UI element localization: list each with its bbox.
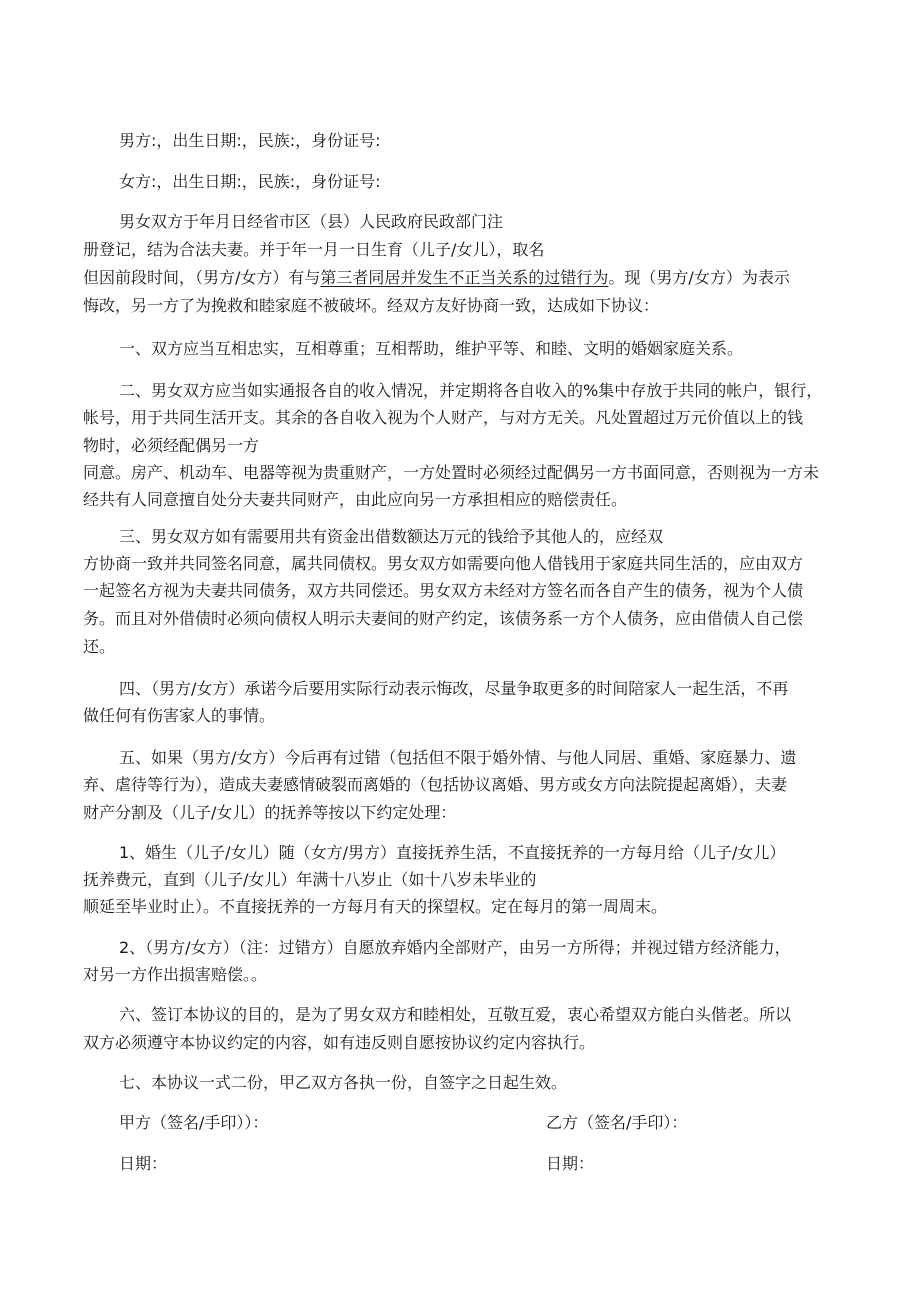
intro-line-2: 册登记，结为合法夫妻。并于年一月一日生育（儿子/女儿），取名 xyxy=(83,240,545,259)
clause-5-line-3: 财产分割及（儿子/女儿）的抚养等按以下约定处理： xyxy=(83,803,457,822)
clause-3-line-1: 三、男女双方如有需要用共有资金出借数额达万元的钱给予其他人的，应经双 xyxy=(119,527,664,546)
intro-line-3 xyxy=(83,268,790,288)
clause-3-line-3: 一起签名方视为夫妻共同债务，双方共同偿还。男女双方未经对方签名而各自产生的债务，视为个人债 xyxy=(83,581,804,600)
clause-5-line-2: 弃、虐待等行为），造成夫妻感情破裂而离婚的（包括协议离婚、男方或女方向法院提起离婚），夫妻 xyxy=(83,775,788,794)
intro-line-3-pre: 但因前段时间，（男方/女方）有与 xyxy=(83,268,321,287)
clause-2-line-5: 经共有人同意擅自处分夫妻共同财产，由此应向另一方承担相应的赔偿责任。 xyxy=(83,490,628,509)
clause-7: 七、本协议一式二份，甲乙双方各执一份，自签字之日起生效。 xyxy=(119,1073,568,1092)
clause-6-line-1: 六、签订本协议的目的，是为了男女双方和睦相处，互敬互爱，衷心希望双方能白头偕老。所以 xyxy=(119,1005,792,1024)
clause-4-line-2: 做任何有伤害家人的事情。 xyxy=(83,706,276,725)
intro-line-1: 男女双方于年月日经省市区（县）人民政府民政部门注 xyxy=(119,212,504,231)
female-info-line: 女方:，出生日期:，民族:，身份证号: xyxy=(119,172,381,191)
clause-3-line-4: 务。而且对外借债时必须向债权人明示夫妻间的财产约定，该债务系一方个人债务，应由借债人自己偿 xyxy=(83,609,804,628)
party-a-signature: 甲方（签名/手印））： xyxy=(119,1113,269,1132)
intro-line-3-post: 。现（男方/女方）为表示 xyxy=(608,268,790,287)
party-b-signature: 乙方（签名/手印）： xyxy=(546,1113,688,1132)
clause-2-line-1: 二、男女双方应当如实通报各自的收入情况，并定期将各自收入的%集中存放于共同的帐户，银行， xyxy=(119,381,823,400)
sub-1-line-1: 1、婚生（儿子/女儿）随（女方/男方）直接抚养生活，不直接抚养的一方每月给（儿子/女儿） xyxy=(119,843,786,862)
clause-1: 一、双方应当互相忠实，互相尊重；互相帮助，维护平等、和睦、文明的婚姻家庭关系。 xyxy=(119,339,744,358)
party-a-date: 日期： xyxy=(119,1154,168,1173)
clause-6-line-2: 双方必须遵守本协议约定的内容，如有违反则自愿按协议约定内容执行。 xyxy=(83,1033,596,1052)
party-b-date: 日期： xyxy=(546,1154,595,1173)
clause-2-line-4: 同意。房产、机动车、电器等视为贵重财产，一方处置时必须经过配偶另一方书面同意，否则视为一方未 xyxy=(83,463,820,482)
intro-line-4: 悔改，另一方了为挽救和睦家庭不被破坏。经双方友好协商一致，达成如下协议： xyxy=(83,296,660,315)
sub-1-line-3: 顺延至毕业时止）。不直接抚养的一方每月有天的探望权。定在每月的第一周周末。 xyxy=(83,897,668,916)
sub-1-line-2: 抚养费元，直到（儿子/女儿）年满十八岁止（如十八岁未毕业的 xyxy=(83,870,537,889)
clause-3-line-2: 方协商一致并共同签名同意，属共同债权。男女双方如需要向他人借钱用于家庭共同生活的，应由双方 xyxy=(83,554,804,573)
clause-4-line-1: 四、（男方/女方）承诺今后要用实际行动表示悔改，尽量争取更多的时间陪家人一起生活，不再 xyxy=(119,679,789,698)
sub-2-line-2: 对另一方作出损害赔偿。。 xyxy=(83,965,268,984)
underlined-fault-text: 第三者同居并发生不正当关系的过错行为 xyxy=(320,268,609,287)
clause-3-line-5: 还。 xyxy=(83,637,116,656)
clause-2-line-2: 帐号，用于共同生活开支。其余的各自收入视为个人财产，与对方无关。凡处置超过万元价值以上的钱 xyxy=(83,408,804,427)
clause-2-line-3: 物时，必须经配偶另一方 xyxy=(83,436,260,455)
male-info-line: 男方:，出生日期:，民族:，身份证号: xyxy=(119,131,381,150)
clause-5-line-1: 五、如果（男方/女方）今后再有过错（包括但不限于婚外情、与他人同居、重婚、家庭暴力、遗 xyxy=(119,748,797,767)
sub-2-line-1: 2、（男方/女方）（注：过错方）自愿放弃婚内全部财产，由另一方所得；并视过错方经济能力， xyxy=(119,938,791,957)
